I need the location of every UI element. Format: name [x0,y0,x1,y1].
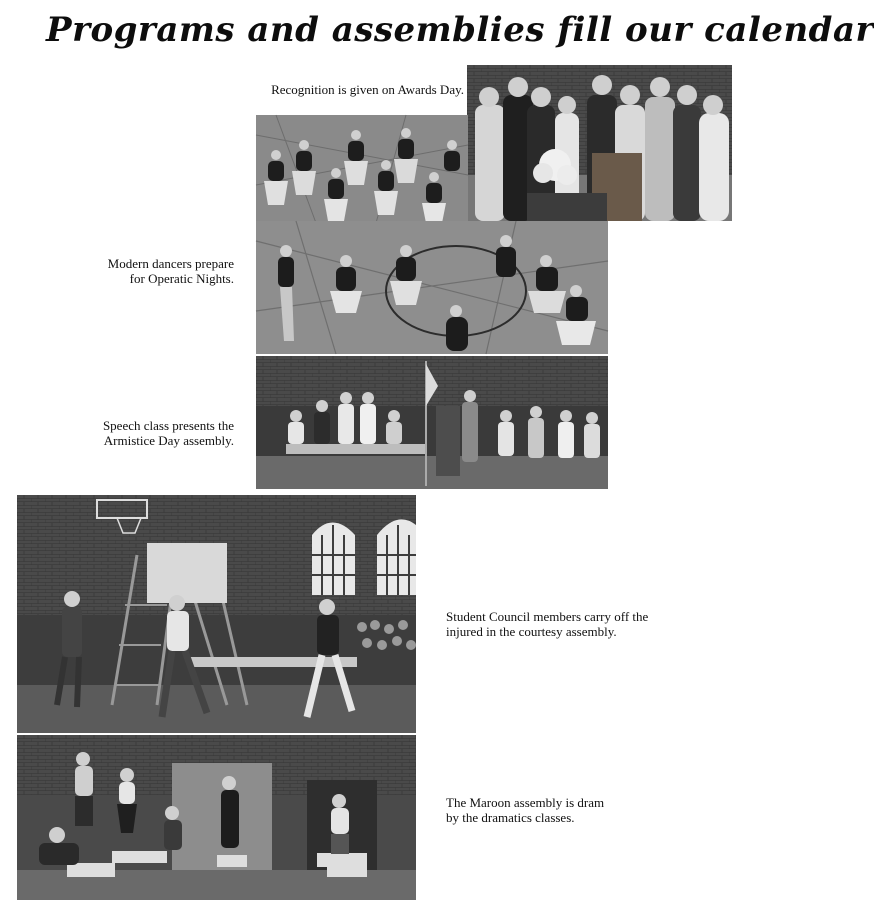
maroon-assembly-photo [17,735,416,900]
awards-caption-text: Recognition is given on Awards Day. [271,82,464,97]
awards-caption [200,82,464,97]
council-caption-line2: injured in the courtesy assembly. [446,624,617,639]
maroon-caption-line1: The Maroon assembly is dram [446,795,605,810]
student-council-photo [17,495,416,733]
dancers-caption-line2: for Operatic Nights. [129,271,234,286]
speech-class-photo [256,356,608,489]
speech-caption [60,418,234,448]
modern-dancers-photo-upper [256,115,468,223]
speech-caption-line1: Speech class presents the [102,418,234,433]
maroon-caption [446,795,726,825]
council-caption [446,609,726,639]
awards-day-photo [467,65,732,221]
dancers-caption [60,256,234,286]
modern-dancers-photo-lower [256,221,608,354]
dancers-caption-line1: Modern dancers prepare [107,256,234,271]
page-title: Programs and assemblies fill our calendar [46,10,874,50]
maroon-caption-line2: by the dramatics classes. [446,810,575,825]
council-caption-line1: Student Council members carry off the [446,609,649,624]
speech-caption-line2: Armistice Day assembly. [103,433,234,448]
